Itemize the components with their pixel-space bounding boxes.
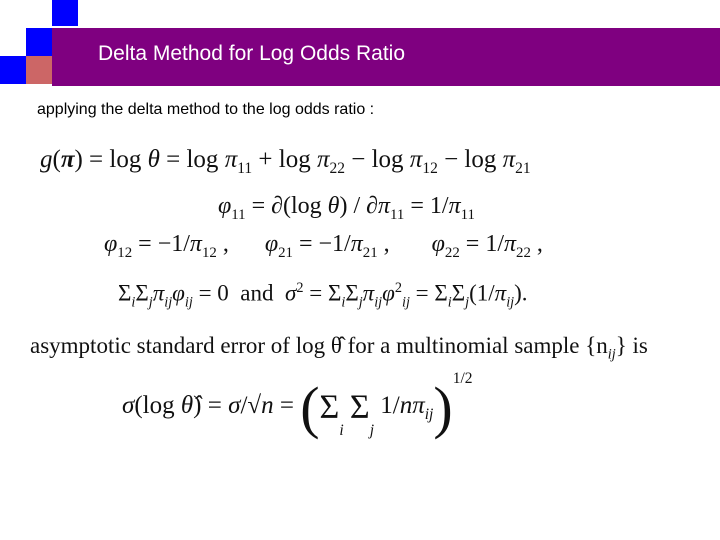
formula-g-pi: $g(\pi) = \log \theta = \log \pi_{11} + \log \pi_{22} - \log \pi_{12} - \log \pi_{21}$ — [40, 146, 531, 177]
formula-sigma-squared: $\Sigma_i\Sigma_j\pi_{ij}\varphi_{ij} = 0$ and $\sigma^2 = \Sigma_i\Sigma_j\pi_{ij}\varphi^2_{ij} = \Sigma_i\Sigma_j(1/\pi_{ij})$. — [118, 280, 528, 311]
intro-text: applying the delta method to the log odds ratio : — [37, 101, 375, 118]
asymptotic-statement: asymptotic standard error of log θ̂ for a multinomial sample $\{n_{ij}\}$ is — [30, 333, 648, 363]
slide-title: Delta Method for Log Odds Ratio — [98, 42, 406, 65]
asymptotic-tail: } is — [615, 333, 648, 358]
corner-square-blue-top — [52, 0, 78, 26]
formula-phi-others: $\varphi_{12} = -1/\pi_{12}$ , $\varphi_{21} = -1/\pi_{21}$ , $\varphi_{22} = 1/\pi_{22}$ , — [104, 231, 543, 261]
corner-square-blue-left — [26, 28, 52, 56]
formula-phi11: $\varphi_{11} = \partial(\log$ $\theta) / \partial\pi_{11} = 1/\pi_{11}$ — [218, 193, 475, 223]
formula-standard-error: σ(log θ̂) = $\sigma/√n = (\Sigma_i$ $\Sigma_j$ $1/n\pi_{ij})^{1/2}$ — [122, 370, 473, 440]
corner-square-red-bottom — [26, 56, 52, 84]
asymptotic-text: asymptotic standard error of log θ̂ for a multinomial sample {n — [30, 333, 608, 358]
corner-square-blue-bottom — [0, 56, 26, 84]
